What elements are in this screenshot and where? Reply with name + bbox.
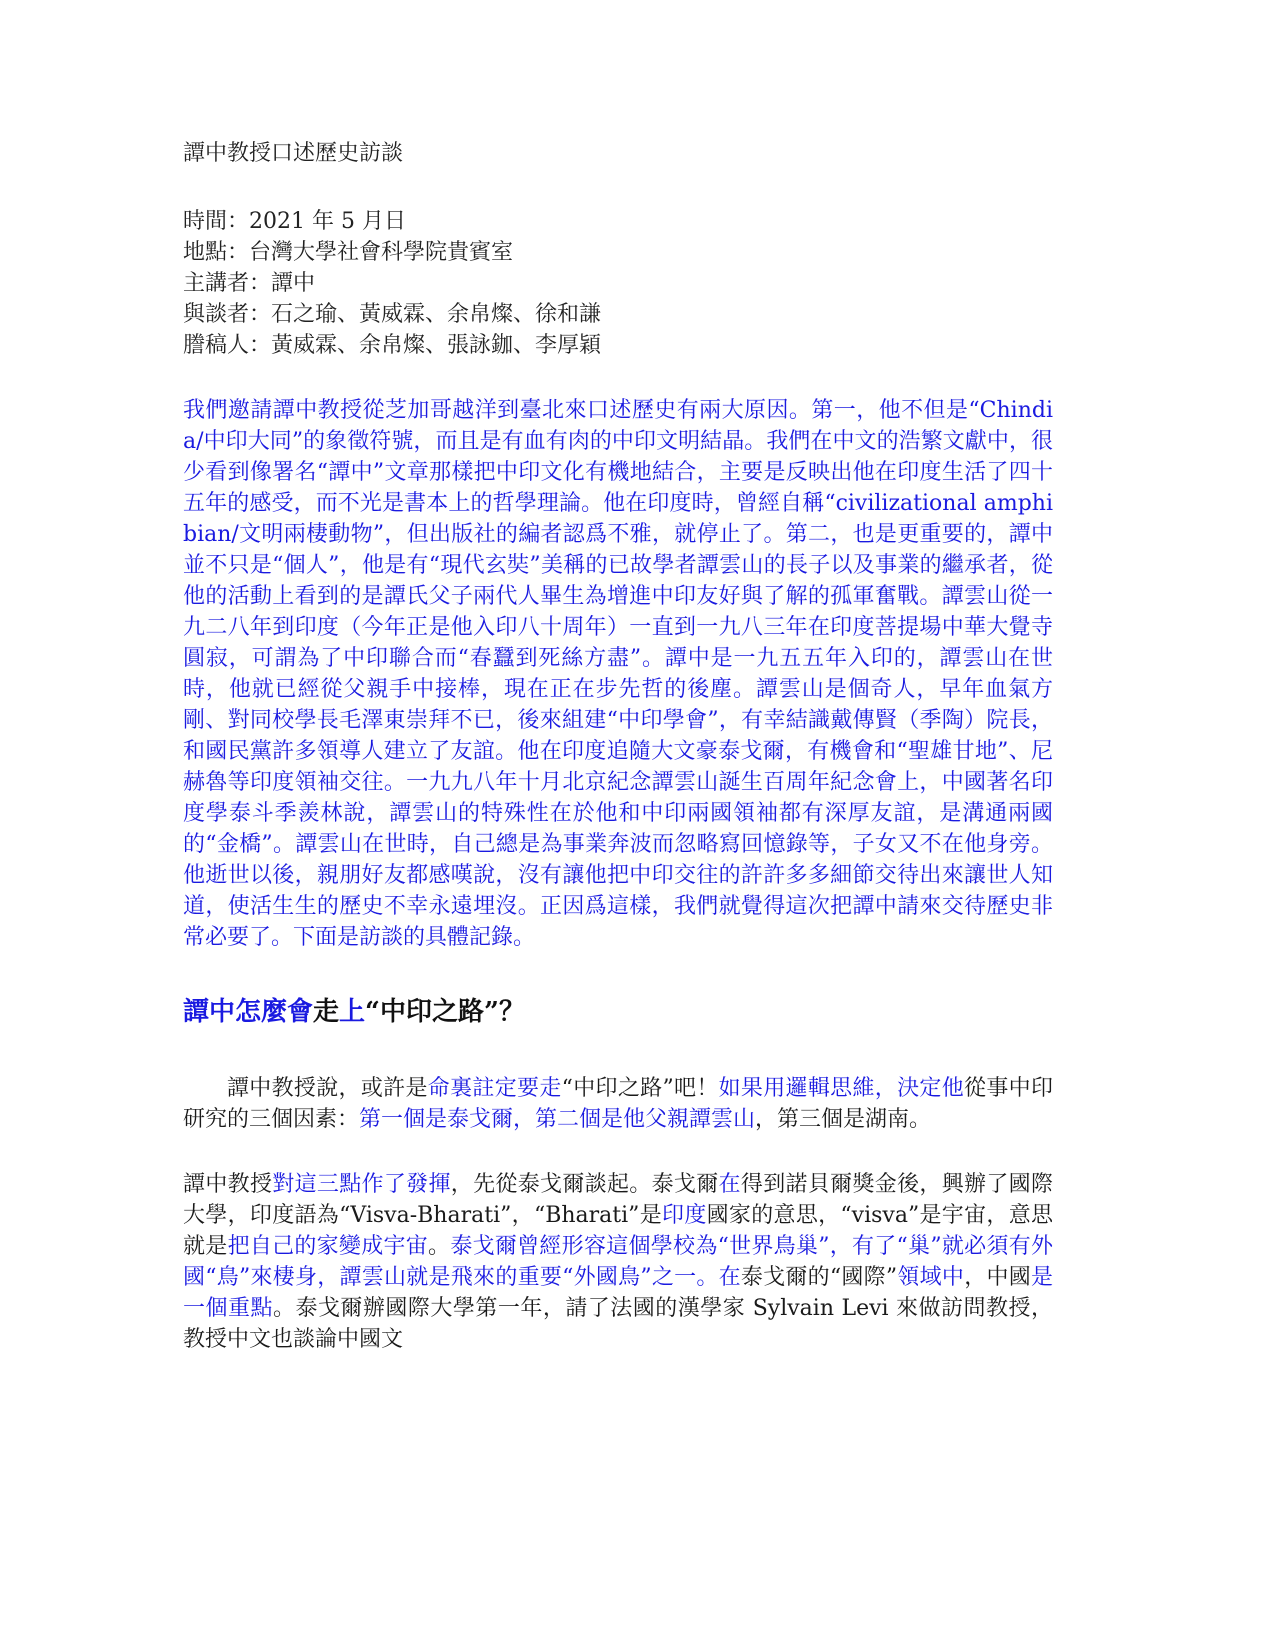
meta-label: 時間： <box>183 209 250 234</box>
meta-label: 主講者： <box>183 271 272 296</box>
text-run: 在 <box>718 1265 741 1290</box>
interview-metadata <box>183 206 1053 361</box>
meta-value: 台灣大學社會科學院貴賓室 <box>249 240 514 265</box>
text-run: “中印之路”吧！ <box>561 1076 719 1101</box>
text-run: 譚中教授說，或許是 <box>227 1076 428 1101</box>
text-run: 把自己的家變成宇宙 <box>227 1234 429 1259</box>
body-paragraph-1 <box>183 1073 1053 1135</box>
intro-paragraph: 我們邀請譚中教授從芝加哥越洋到臺北來口述歷史有兩大原因。第一，他不但是“Chindia/中印大同”的象徵符號，而且是有血有肉的中印文明結晶。我們在中文的浩繁文獻中，很少看到像署名“譚中”文章那樣把中印文化有機地結合，主要是反映出他在印度生活了四十五年的感受，而不光是書本上的哲學理論。他在印度時，曾經自稱“civilizational amphibian/文明兩棲動物”，但出版社的編者認爲不雅，就停止了。第二，也是更重要的，譚中並不只是“個人”，他是有“現代玄奘”美稱的已故學者譚雲山的長子以及事業的繼承者，從他的活動上看到的是譚氏父子兩代人畢生為增進中印友好與了解的孤軍奮戰。譚雲山從一九二八年到印度（今年正是他入印八十周年）一直到一九八三年在印度菩提場中華大覺寺圓寂，可謂為了中印聯合而“春蠶到死絲方盡”。譚中是一九五五年入印的，譚雲山在世時，他就已經從父親手中接棒，現在正在步先哲的後塵。譚雲山是個奇人，早年血氣方剛、對同校學長毛澤東崇拜不已，後來組建“中印學會”，有幸結識戴傳賢（季陶）院長，和國民黨許多領導人建立了友誼。他在印度追隨大文豪泰戈爾，有機會和“聖雄甘地”、尼赫魯等印度領袖交往。一九九八年十月北京紀念譚雲山誕生百周年紀念會上，中國著名印度學泰斗季羨林說，譚雲山的特殊性在於他和中印兩國領袖都有深厚友誼，是溝通兩國的“金橋”。譚雲山在世時，自己總是為事業奔波而忽略寫回憶錄等，子女又不在他身旁。他逝世以後，親朋好友都感嘆說，沒有讓他把中印交往的許許多多細節交待出來讓世人知道，使活生生的歷史不幸永遠埋沒。正因爲這樣，我們就覺得這次把譚中請來交待歷史非常必要了。下面是訪談的具體記錄。 <box>183 398 1053 950</box>
text-run: 對這三點作了發揮 <box>272 1172 451 1197</box>
meta-row-time <box>183 206 1053 237</box>
section-heading <box>183 995 1053 1029</box>
text-run: 得到諾貝爾獎金後，興辦了國際大學，印度語為“Visva-Bharati”，“Bharati”是 <box>183 1172 1053 1228</box>
text-run: 譚中教授 <box>183 1172 273 1197</box>
text-run: 泰戈爾的“國際” <box>740 1265 898 1290</box>
text-run: 。 <box>428 1234 451 1259</box>
text-run: 如果用邏輯思維，決定他 <box>718 1076 965 1101</box>
meta-value: 石之瑜、黃威霖、余帛燦、徐和謙 <box>271 302 602 327</box>
text-run: ，先從泰戈爾談起。泰戈爾 <box>450 1172 719 1197</box>
meta-row-location <box>183 237 1053 268</box>
text-run: 譚雲山 <box>689 1107 756 1132</box>
text-run: 泰戈爾曾經形容這個學校為“世界鳥巢”，有了“巢”就必須有外國“鳥”來棲身，譚雲山就是飛來的重要“外國鳥”之一。 <box>183 1234 1053 1290</box>
heading-part: “中印之路”？ <box>365 997 525 1027</box>
text-run: 國家的意思，“visva”是宇宙，意思就是 <box>183 1203 1054 1259</box>
body-paragraph-2 <box>183 1169 1053 1355</box>
meta-value: 2021 年 5 月日 <box>249 209 406 234</box>
document-title: 譚中教授口述歷史訪談 <box>183 141 404 166</box>
text-run: ，中國 <box>964 1265 1031 1290</box>
meta-row-speaker <box>183 268 1053 299</box>
meta-row-transcribers <box>183 330 1053 361</box>
meta-label: 地點： <box>183 240 250 265</box>
text-run: ，第三個是湖南。 <box>755 1107 932 1132</box>
text-run: 命裏註定要走 <box>427 1076 562 1101</box>
text-run: 從事中印研究的三個因素： <box>183 1076 1053 1132</box>
text-run: 第一個是泰戈爾，第二個是他父親 <box>359 1107 690 1132</box>
meta-value: 黃威霖、余帛燦、張詠鉫、李厚穎 <box>271 333 602 358</box>
meta-row-participants <box>183 299 1053 330</box>
document-page <box>183 138 1053 1355</box>
meta-value: 譚中 <box>271 271 316 296</box>
heading-part: 走 <box>313 997 340 1027</box>
text-run: 。泰戈爾辦國際大學第一年，請了法國的漢學家 Sylvain Levi 來做訪問教授，教授中文也談論中國文 <box>183 1296 1053 1352</box>
text-run: 是一個重點 <box>183 1265 1053 1321</box>
paragraph-gap <box>183 1135 1053 1169</box>
meta-label: 謄稿人： <box>183 333 272 358</box>
text-run: 在 <box>718 1172 741 1197</box>
heading-part: 上 <box>339 997 366 1027</box>
meta-label: 與談者： <box>183 302 272 327</box>
text-run: 印度 <box>662 1203 707 1228</box>
text-run: 領域中 <box>897 1265 965 1290</box>
heading-part: 譚中怎麼會 <box>183 997 314 1027</box>
